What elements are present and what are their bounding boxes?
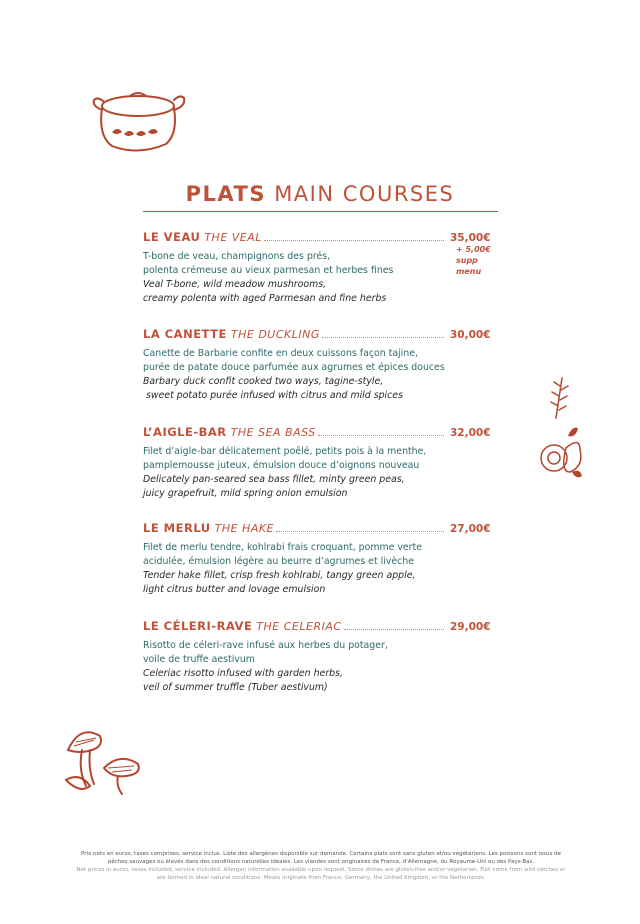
dish-description-fr [143, 445, 498, 473]
desc-line: voile de truffe aestivum [143, 654, 255, 665]
desc-line: T-bone de veau, champignons des prés, [143, 251, 331, 262]
dish-veal [143, 230, 498, 306]
dish-name-english: THE DUCKLING [230, 328, 320, 341]
dish-price: 32,00€ [450, 427, 491, 439]
dish-name-english: THE SEA BASS [230, 426, 316, 439]
desc-line: purée de patate douce parfumée aux agrumes et épices douces [143, 362, 445, 373]
dish-name: L’AIGLE-BAR [143, 425, 227, 439]
mushroom-illustration [60, 720, 150, 800]
title-french: PLATS [185, 182, 266, 206]
dish-description-en [143, 375, 498, 403]
desc-line: Delicately pan-seared sea bass fillet, minty green peas, [143, 474, 405, 485]
supplement-label: menu [456, 267, 482, 276]
desc-line: acidulée, émulsion légère au beurre d’agrumes et livèche [143, 556, 414, 567]
cooking-pot-illustration [90, 88, 190, 158]
desc-line: Celeriac risotto infused with garden herbs, [143, 668, 343, 679]
dish-description-fr [143, 541, 498, 569]
dot-leader [264, 231, 444, 241]
dish-name-english: THE HAKE [214, 522, 275, 535]
dish-price: 35,00€ [450, 232, 491, 244]
dish-price: 30,00€ [450, 329, 491, 341]
supplement-label: supp [456, 256, 478, 265]
desc-line: Risotto de céleri-rave infusé aux herbes du potager, [143, 640, 388, 651]
desc-line: Filet d’aigle-bar délicatement poêlé, petits pois à la menthe, [143, 446, 427, 457]
dish-hake [143, 521, 498, 597]
dish-name: LA CANETTE [143, 327, 227, 341]
dish-description-fr [143, 639, 498, 667]
supplement-price: + 5,00€ [456, 245, 491, 254]
dish-price: 27,00€ [450, 523, 491, 535]
dish-name: LE VEAU [143, 230, 201, 244]
desc-line: creamy polenta with aged Parmesan and fine herbs [143, 293, 387, 304]
dish-description-en [143, 667, 498, 695]
desc-line: juicy grapefruit, mild spring onion emulsion [143, 488, 348, 499]
dish-duckling [143, 327, 498, 403]
dot-leader [276, 522, 444, 532]
title-english: MAIN COURSES [274, 182, 455, 206]
dish-name-english: THE VEAL [204, 231, 262, 244]
desc-line: Veal T-bone, wild meadow mushrooms, [143, 279, 327, 290]
dish-description-en [143, 278, 498, 306]
dish-description-en [143, 473, 498, 501]
desc-line: Tender hake fillet, crisp fresh kohlrabi, tangy green apple, [143, 570, 416, 581]
desc-line: sweet potato purée infused with citrus and mild spices [143, 390, 403, 401]
herb-fig-illustration [536, 376, 586, 486]
dish-sea-bass [143, 425, 498, 501]
dish-name: LE CÉLERI-RAVE [143, 619, 253, 633]
dot-leader [318, 426, 444, 436]
dot-leader [344, 620, 444, 630]
dish-description-fr [143, 250, 498, 278]
footer-french: Prix nets en euros, taxes comprises, service inclus. Liste des allergènes disponible sur demande. Certains plats sont sans gluten et/ou végétariens. Les poissons sont issus de pêches sauvages ou élevés dans des conditions naturelles idéales. Les viandes sont originaires de France, d’Allemagne, du Royaume-Uni ou des Pays-Bas. [81, 851, 561, 865]
dish-description-fr [143, 347, 498, 375]
desc-line: polenta crémeuse au vieux parmesan et herbes fines [143, 265, 394, 276]
desc-line: light citrus butter and lovage emulsion [143, 584, 326, 595]
desc-line: Canette de Barbarie confite en deux cuissons façon tajine, [143, 348, 418, 359]
title-divider [143, 211, 498, 212]
dish-description-en [143, 569, 498, 597]
dish-price: 29,00€ [450, 621, 491, 633]
dish-name: LE MERLU [143, 521, 211, 535]
desc-line: Barbary duck confit cooked two ways, tagine-style, [143, 376, 384, 387]
desc-line: pamplemousse juteux, émulsion douce d’oignons nouveau [143, 460, 420, 471]
dish-celeriac [143, 619, 498, 695]
desc-line: Filet de merlu tendre, kohlrabi frais croquant, pomme verte [143, 542, 422, 553]
desc-line: veil of summer truffle (Tuber aestivum) [143, 682, 328, 693]
footer-disclaimer [76, 850, 566, 882]
footer-english: Net prices in euros, taxes included, service included. Allergen information available upon request. Some dishes are gluten-free and/or vegetarian. Fish come from wild catches or are farmed in ideal natural conditions. Meats originate from France, Germany, the United Kingdom, or the Netherlands. [76, 867, 566, 881]
dot-leader [322, 328, 444, 338]
page-title [0, 182, 640, 206]
dish-name-english: THE CELERIAC [256, 620, 342, 633]
supplement-note [456, 244, 491, 277]
